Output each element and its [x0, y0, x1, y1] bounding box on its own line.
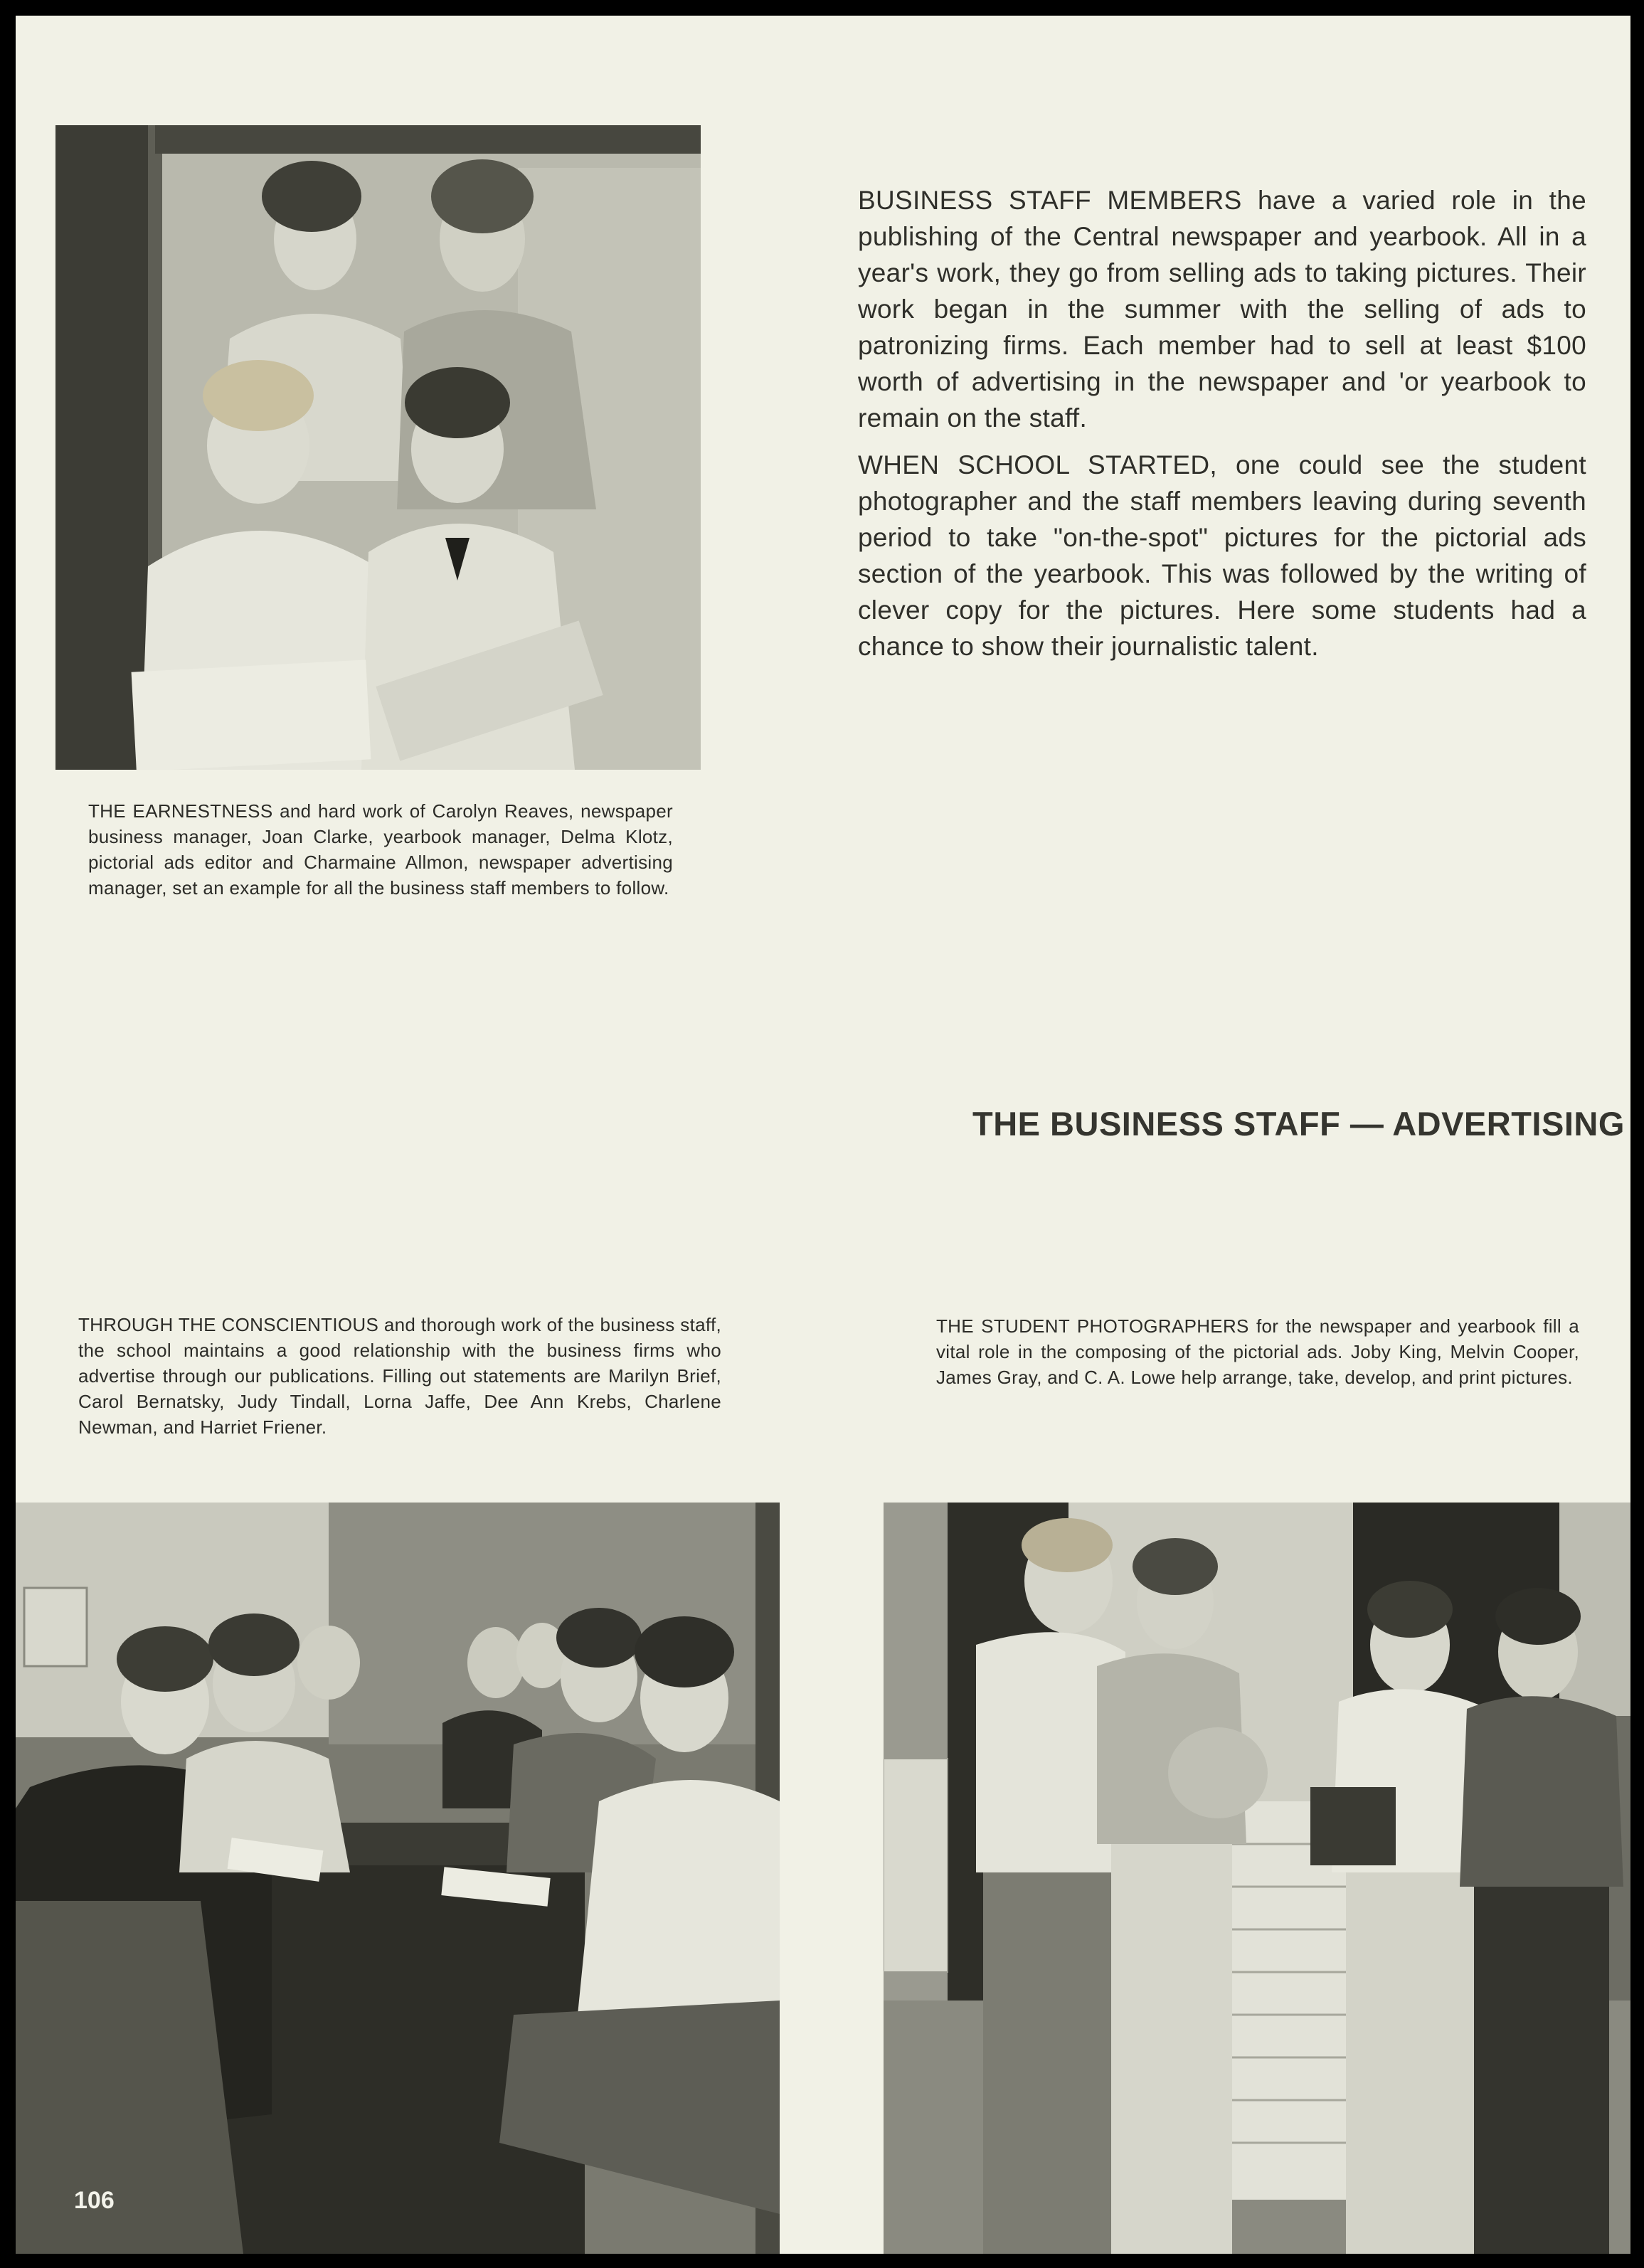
business-staff-table-photo — [16, 1503, 780, 2254]
intro-paragraph-1: BUSINESS STAFF MEMBERS have a varied role in the publishing of the Central newspaper and yearbook. All in a year's work, they go from selling ads to taking pictures. Their work began in the summer with the selling of ads to patronizing firms. Each member had to sell at least $100 worth of advertising in the newspaper and 'or yearbook to remain on the staff. — [858, 186, 1586, 433]
photographers-caption: THE STUDENT PHOTOGRAPHERS for the newspaper and yearbook fill a vital role in the composing of the pictorial ads. Joby King, Melvin Cooper, James Gray, and C. A. Lowe help arrange, take, develop, and print pictures. — [936, 1315, 1579, 1388]
intro-paragraph-2: WHEN SCHOOL STARTED, one could see the student photographer and the staff members leaving during seventh period to take "on-the-spot" pictures for the pictorial ads section of the yearbook. This was followed by the writing of clever copy for the pictures. Here some students had a chance to show their journalistic talent. — [858, 450, 1586, 661]
earnestness-caption: THE EARNESTNESS and hard work of Carolyn Reaves, newspaper business manager, Joan Clarke, yearbook manager, Delma Klotz, pictorial ads editor and Charmaine Allmon, newspaper advertising manager, set an example for all the business staff members to follow. — [88, 800, 673, 899]
yearbook-page — [16, 16, 1630, 2254]
page-number: 106 — [74, 2187, 115, 2214]
business-managers-photo — [55, 125, 701, 770]
conscientious-caption: THROUGH THE CONSCIENTIOUS and thorough work of the business staff, the school maintains a good relationship with the business firms who advertise through our publications. Filling out statements are Marilyn Brief, Carol Bernatsky, Judy Tindall, Lorna Jaffe, Dee Ann Krebs, Charlene Newman, and Harriet Friener. — [78, 1314, 721, 1438]
intro-text — [858, 182, 1586, 675]
student-photographers-photo — [884, 1503, 1630, 2254]
section-heading: THE BUSINESS STAFF — ADVERTISING — [972, 1105, 1625, 1143]
